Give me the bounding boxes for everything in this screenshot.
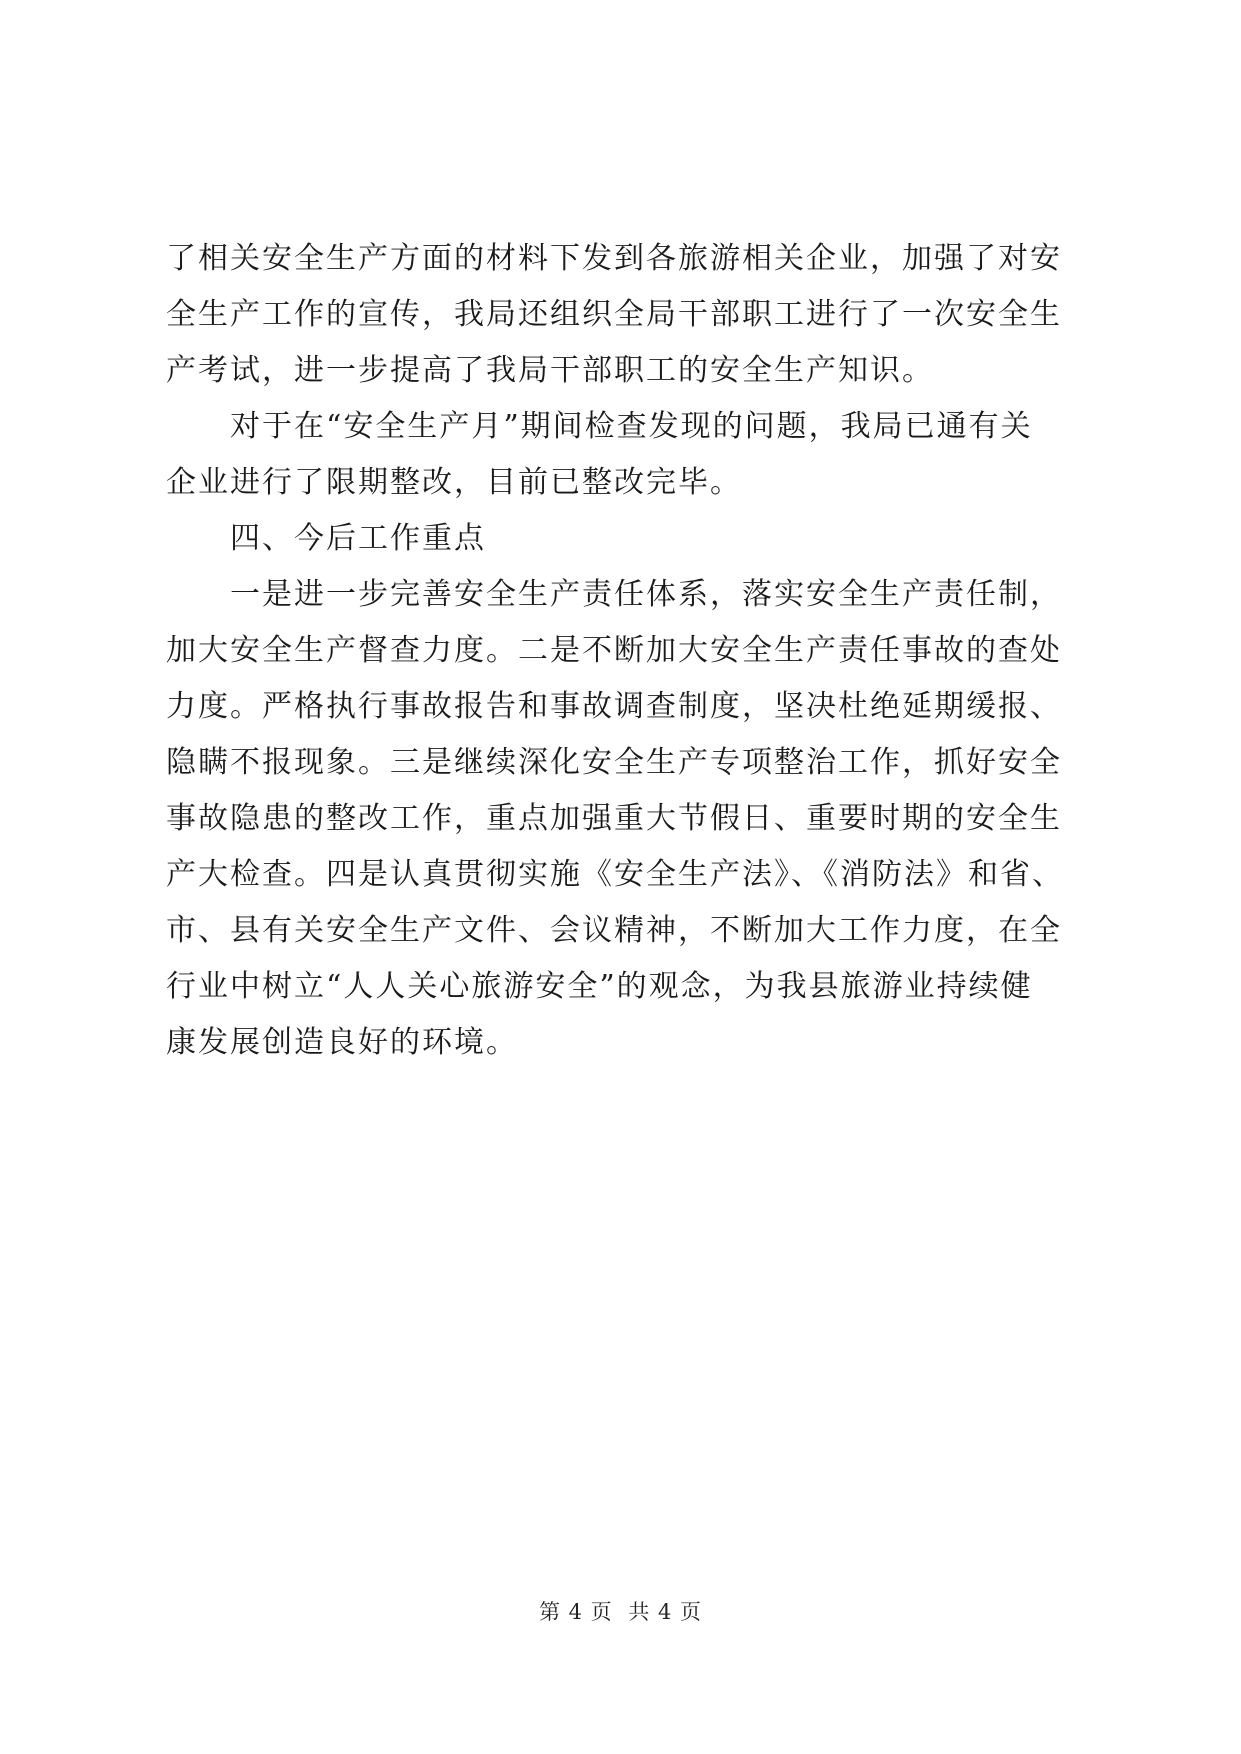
text-line: 对于在“安全生产月”期间检查发现的问题，我局已通有关 (230, 409, 1033, 444)
text-line: 加大安全生产督查力度。二是不断加大安全生产责任事故的查处 (166, 633, 1062, 668)
text-line: 企业进行了限期整改，目前已整改完毕。 (166, 465, 742, 500)
page-number: 第 4 页 (538, 1600, 613, 1624)
text-line: 了相关安全生产方面的材料下发到各旅游相关企业，加强了对安 (166, 241, 1062, 276)
text-line: 行业中树立“人人关心旅游安全”的观念，为我县旅游业持续健 (166, 969, 1033, 1004)
text-line: 隐瞒不报现象。三是继续深化安全生产专项整治工作，抓好安全 (166, 745, 1062, 780)
text-line: 市、县有关安全生产文件、会议精神，不断加大工作力度，在全 (166, 913, 1062, 948)
text-line: 一是进一步完善安全生产责任体系，落实安全生产责任制， (230, 577, 1062, 612)
text-line: 力度。严格执行事故报告和事故调查制度，坚决杜绝延期缓报、 (166, 689, 1062, 724)
text-line: 全生产工作的宣传，我局还组织全局干部职工进行了一次安全生 (166, 297, 1062, 332)
text-line: 事故隐患的整改工作，重点加强重大节假日、重要时期的安全生 (166, 801, 1062, 836)
page-total: 共 4 页 (628, 1600, 703, 1624)
section-heading: 四、今后工作重点 (230, 521, 486, 556)
text-line: 产考试，进一步提高了我局干部职工的安全生产知识。 (166, 353, 934, 388)
text-line: 产大检查。四是认真贯彻实施《安全生产法》、《消防法》和省、 (166, 857, 1064, 892)
page-footer (0, 1596, 1241, 1626)
document-body (166, 232, 1086, 1072)
text-line: 康发展创造良好的环境。 (166, 1025, 518, 1060)
